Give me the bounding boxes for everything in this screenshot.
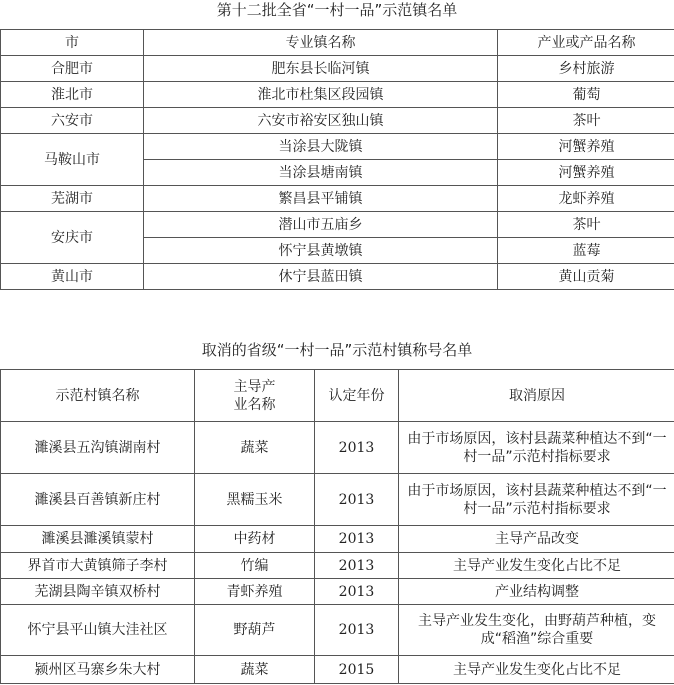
header-city: 市: [1, 30, 144, 56]
table-row: [1, 656, 674, 684]
town-cell: 潜山市五庙乡: [144, 212, 498, 238]
industry-cell: 黑糯玉米: [195, 474, 315, 526]
product-cell: 黄山贡菊: [498, 264, 674, 290]
product-cell: 河蟹养殖: [498, 134, 674, 160]
reason-cell: 主导产业发生变化占比不足: [399, 553, 674, 579]
product-cell: 蓝莓: [498, 238, 674, 264]
year-cell: 2013: [315, 422, 399, 474]
header-town: 专业镇名称: [144, 30, 498, 56]
year-cell: 2013: [315, 526, 399, 553]
town-cell: 当涂县大陇镇: [144, 134, 498, 160]
product-cell: 乡村旅游: [498, 56, 674, 82]
town-cell: 当涂县塘南镇: [144, 160, 498, 186]
table-cancelled-villages: [0, 369, 674, 684]
village-name-cell: 颍州区马寨乡朱大村: [1, 656, 195, 684]
town-cell: 肥东县长临河镇: [144, 56, 498, 82]
year-cell: 2015: [315, 656, 399, 684]
reason-cell: 产业结构调整: [399, 579, 674, 605]
product-cell: 葡萄: [498, 82, 674, 108]
industry-cell: 竹编: [195, 553, 315, 579]
reason-cell: 主导产业发生变化占比不足: [399, 656, 674, 684]
product-cell: 茶叶: [498, 212, 674, 238]
city-cell: 芜湖市: [1, 186, 144, 212]
product-cell: 河蟹养殖: [498, 160, 674, 186]
town-cell: 六安市裕安区独山镇: [144, 108, 498, 134]
city-cell: 合肥市: [1, 56, 144, 82]
table-demo-towns: [0, 29, 674, 290]
reason-cell: 主导产业发生变化，由野葫芦种植，变成“稻渔”综合重要: [399, 605, 674, 656]
table2-title: 取消的省级“一村一品”示范村镇称号名单: [201, 341, 473, 359]
table-header-row: [1, 370, 674, 422]
city-cell: 安庆市: [1, 212, 144, 264]
table-row: [1, 82, 674, 108]
reason-cell: 主导产品改变: [399, 526, 674, 553]
industry-cell: 中药材: [195, 526, 315, 553]
year-cell: 2013: [315, 553, 399, 579]
table1-title: 第十二批全省“一村一品”示范镇名单: [216, 1, 458, 19]
village-name-cell: 濉溪县百善镇新庄村: [1, 474, 195, 526]
city-cell: 马鞍山市: [1, 134, 144, 186]
header-industry: 主导产业名称: [195, 370, 315, 422]
industry-cell: 青虾养殖: [195, 579, 315, 605]
village-name-cell: 濉溪县濉溪镇蒙村: [1, 526, 195, 553]
table-row: [1, 134, 674, 160]
table-row: [1, 553, 674, 579]
header-reason: 取消原因: [399, 370, 674, 422]
year-cell: 2013: [315, 474, 399, 526]
header-year: 认定年份: [315, 370, 399, 422]
table-row: [1, 605, 674, 656]
city-cell: 淮北市: [1, 82, 144, 108]
table-row: [1, 579, 674, 605]
reason-cell: 由于市场原因，该村县蔬菜种植达不到“一村一品”示范村指标要求: [399, 474, 674, 526]
year-cell: 2013: [315, 579, 399, 605]
table-header-row: [1, 30, 674, 56]
town-cell: 淮北市杜集区段园镇: [144, 82, 498, 108]
town-cell: 怀宁县黄墩镇: [144, 238, 498, 264]
town-cell: 繁昌县平铺镇: [144, 186, 498, 212]
industry-cell: 野葫芦: [195, 605, 315, 656]
reason-cell: 由于市场原因，该村县蔬菜种植达不到“一村一品”示范村指标要求: [399, 422, 674, 474]
year-cell: 2013: [315, 605, 399, 656]
village-name-cell: 濉溪县五沟镇湖南村: [1, 422, 195, 474]
product-cell: 龙虾养殖: [498, 186, 674, 212]
product-cell: 茶叶: [498, 108, 674, 134]
town-cell: 休宁县蓝田镇: [144, 264, 498, 290]
city-cell: 六安市: [1, 108, 144, 134]
table-row: [1, 56, 674, 82]
village-name-cell: 芜湖县陶辛镇双桥村: [1, 579, 195, 605]
table-row: [1, 474, 674, 526]
header-product: 产业或产品名称: [498, 30, 674, 56]
table-row: [1, 422, 674, 474]
industry-cell: 蔬菜: [195, 656, 315, 684]
table-row: [1, 186, 674, 212]
industry-cell: 蔬菜: [195, 422, 315, 474]
village-name-cell: 怀宁县平山镇大洼社区: [1, 605, 195, 656]
table-row: [1, 526, 674, 553]
city-cell: 黄山市: [1, 264, 144, 290]
header-village-name: 示范村镇名称: [1, 370, 195, 422]
table-row: [1, 264, 674, 290]
table-row: [1, 108, 674, 134]
village-name-cell: 界首市大黄镇筛子李村: [1, 553, 195, 579]
table-row: [1, 212, 674, 238]
